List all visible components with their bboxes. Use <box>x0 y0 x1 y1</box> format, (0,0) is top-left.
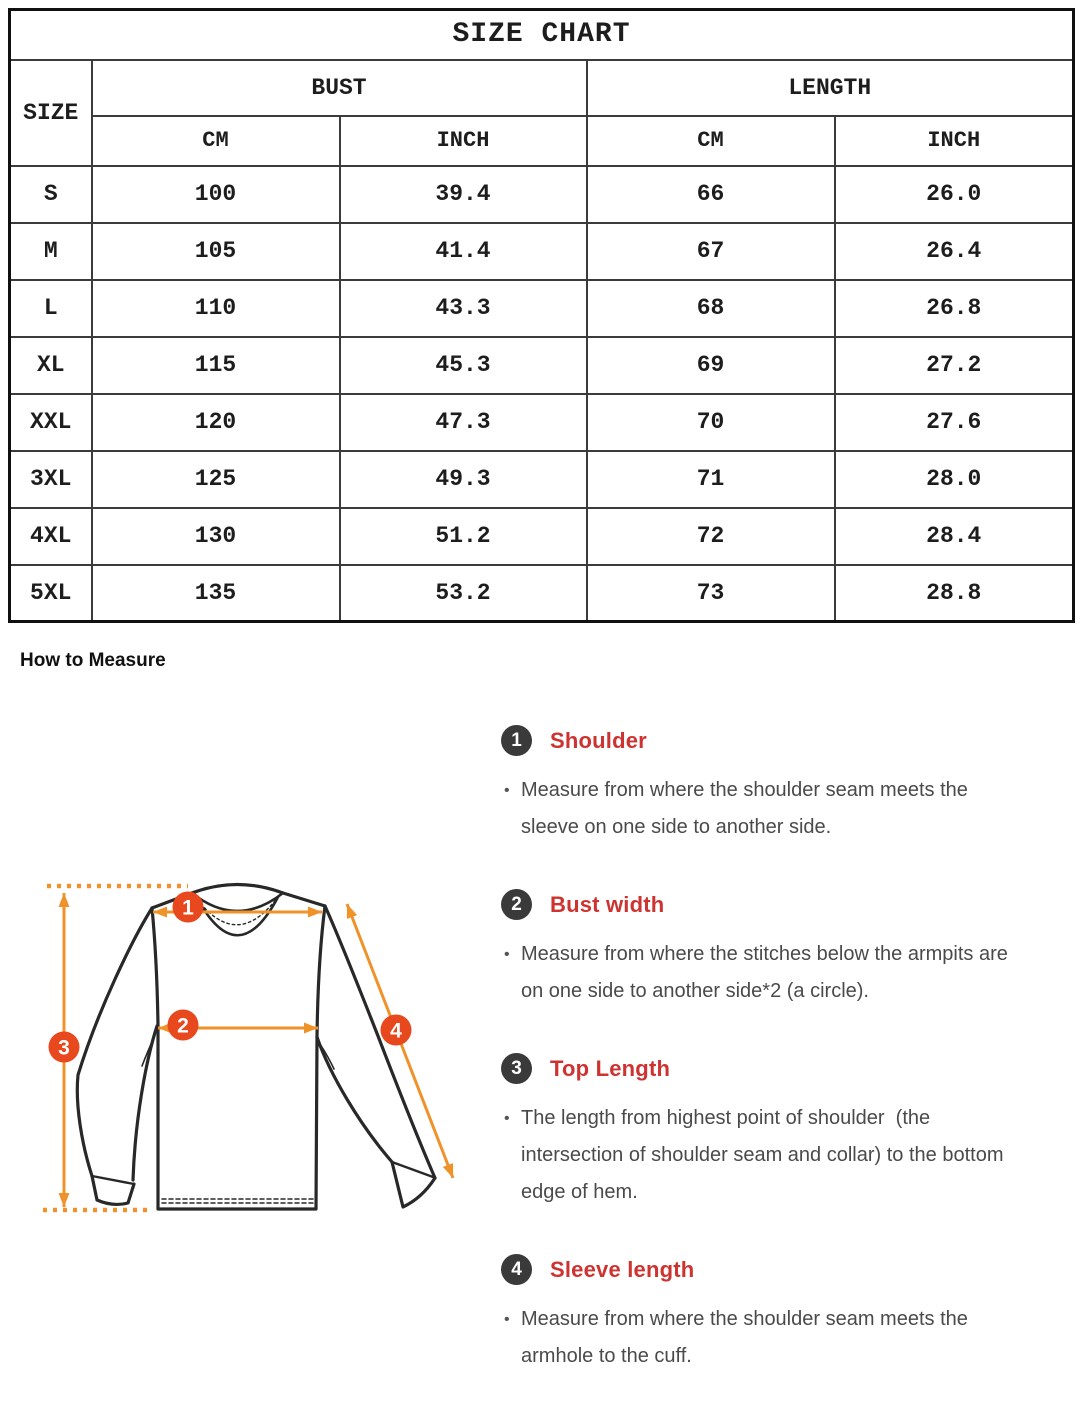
measurement-value: 72 <box>587 508 835 565</box>
measure-item-header <box>501 725 1076 756</box>
measure-item <box>501 889 1076 1010</box>
diagram-badge-1 <box>173 892 204 923</box>
item-lines <box>501 936 1076 1010</box>
item-title: Shoulder <box>550 727 647 753</box>
measurement-value: 67 <box>587 223 835 280</box>
measurement-value: 125 <box>92 451 340 508</box>
item-text-line: armhole to the cuff. <box>521 1345 692 1367</box>
size-chart-title: SIZE CHART <box>10 10 1074 60</box>
measurement-value: 115 <box>92 337 340 394</box>
svg-text:4: 4 <box>390 1019 402 1043</box>
size-chart-table <box>8 8 1075 623</box>
size-label: S <box>10 166 92 223</box>
measure-item <box>501 1053 1076 1211</box>
measurement-value: 135 <box>92 565 340 622</box>
svg-text:2: 2 <box>177 1014 189 1038</box>
item-text-line: • Measure from where the shoulder seam meets the <box>501 772 1076 809</box>
measurement-value: 68 <box>587 280 835 337</box>
table-unit-header-row <box>10 116 1074 166</box>
measurement-value: 27.6 <box>835 394 1074 451</box>
measurement-value: 26.4 <box>835 223 1074 280</box>
item-text-line: sleeve on one side to another side. <box>521 816 832 838</box>
table-title-row <box>10 10 1074 60</box>
measurement-value: 105 <box>92 223 340 280</box>
sweater-outline <box>77 885 435 1210</box>
measurement-value: 100 <box>92 166 340 223</box>
size-label: M <box>10 223 92 280</box>
measure-items <box>501 725 1076 1418</box>
size-row-m <box>10 223 1074 280</box>
col-header-length-inch: INCH <box>835 116 1074 166</box>
item-text-line: edge of hem. <box>521 1181 638 1203</box>
measurement-value: 45.3 <box>340 337 587 394</box>
diagram-badge-4 <box>381 1015 412 1046</box>
item-number-badge: 1 <box>501 725 532 756</box>
item-number-badge: 2 <box>501 889 532 920</box>
size-label: XXL <box>10 394 92 451</box>
size-table-body <box>10 166 1074 622</box>
measurement-value: 73 <box>587 565 835 622</box>
measure-arrows <box>64 893 453 1207</box>
col-header-bust-cm: CM <box>92 116 340 166</box>
item-lines <box>501 1301 1076 1375</box>
measure-item-header <box>501 1053 1076 1084</box>
size-row-3xl <box>10 451 1074 508</box>
size-label: 3XL <box>10 451 92 508</box>
size-row-l <box>10 280 1074 337</box>
measure-item-header <box>501 1254 1076 1285</box>
size-label: L <box>10 280 92 337</box>
col-header-length: LENGTH <box>587 60 1074 116</box>
right-sleeve <box>317 906 435 1207</box>
measurement-value: 26.8 <box>835 280 1074 337</box>
size-row-5xl <box>10 565 1074 622</box>
diagram-badge-3 <box>49 1032 80 1063</box>
item-text-line: • Measure from where the stitches below the armpits are <box>501 936 1076 973</box>
col-header-size: SIZE <box>10 60 92 166</box>
col-header-bust-inch: INCH <box>340 116 587 166</box>
item-lines <box>501 1100 1076 1211</box>
measurement-value: 51.2 <box>340 508 587 565</box>
measurement-value: 120 <box>92 394 340 451</box>
measurement-value: 41.4 <box>340 223 587 280</box>
measure-item-header <box>501 889 1076 920</box>
measurement-value: 39.4 <box>340 166 587 223</box>
item-text-line: on one side to another side*2 (a circle). <box>521 980 869 1002</box>
measurement-value: 66 <box>587 166 835 223</box>
left-sleeve <box>77 908 157 1204</box>
table-group-header-row <box>10 60 1074 116</box>
measurement-value: 28.4 <box>835 508 1074 565</box>
measure-item <box>501 725 1076 846</box>
size-label: 4XL <box>10 508 92 565</box>
how-to-measure-heading: How to Measure <box>20 650 166 671</box>
size-row-xl <box>10 337 1074 394</box>
measurement-value: 28.8 <box>835 565 1074 622</box>
item-text-line: • Measure from where the shoulder seam meets the <box>501 1301 1076 1338</box>
measurement-value: 110 <box>92 280 340 337</box>
col-header-length-cm: CM <box>587 116 835 166</box>
measure-item <box>501 1254 1076 1375</box>
svg-text:1: 1 <box>182 896 194 920</box>
size-row-s <box>10 166 1074 223</box>
measurement-value: 53.2 <box>340 565 587 622</box>
item-number-badge: 3 <box>501 1053 532 1084</box>
measurement-value: 69 <box>587 337 835 394</box>
size-label: 5XL <box>10 565 92 622</box>
item-number-badge: 4 <box>501 1254 532 1285</box>
item-title: Bust width <box>550 891 665 917</box>
col-header-bust: BUST <box>92 60 587 116</box>
measurement-value: 49.3 <box>340 451 587 508</box>
diagram-badge-2 <box>168 1010 199 1041</box>
item-lines <box>501 772 1076 846</box>
svg-text:3: 3 <box>58 1036 70 1060</box>
measurement-value: 71 <box>587 451 835 508</box>
sweater-measure-diagram <box>20 860 490 1260</box>
hem-stitch-line <box>162 1199 313 1203</box>
item-text-line: • The length from highest point of shoulder (the <box>501 1100 1076 1137</box>
measurement-value: 70 <box>587 394 835 451</box>
size-row-4xl <box>10 508 1074 565</box>
measurement-value: 43.3 <box>340 280 587 337</box>
item-title: Sleeve length <box>550 1256 695 1282</box>
size-label: XL <box>10 337 92 394</box>
item-text-line: intersection of shoulder seam and collar) to the bottom <box>521 1144 1004 1166</box>
size-row-xxl <box>10 394 1074 451</box>
measurement-value: 130 <box>92 508 340 565</box>
item-title: Top Length <box>550 1055 671 1081</box>
measurement-value: 26.0 <box>835 166 1074 223</box>
measurement-value: 27.2 <box>835 337 1074 394</box>
measurement-value: 47.3 <box>340 394 587 451</box>
collar <box>192 885 283 936</box>
measurement-value: 28.0 <box>835 451 1074 508</box>
